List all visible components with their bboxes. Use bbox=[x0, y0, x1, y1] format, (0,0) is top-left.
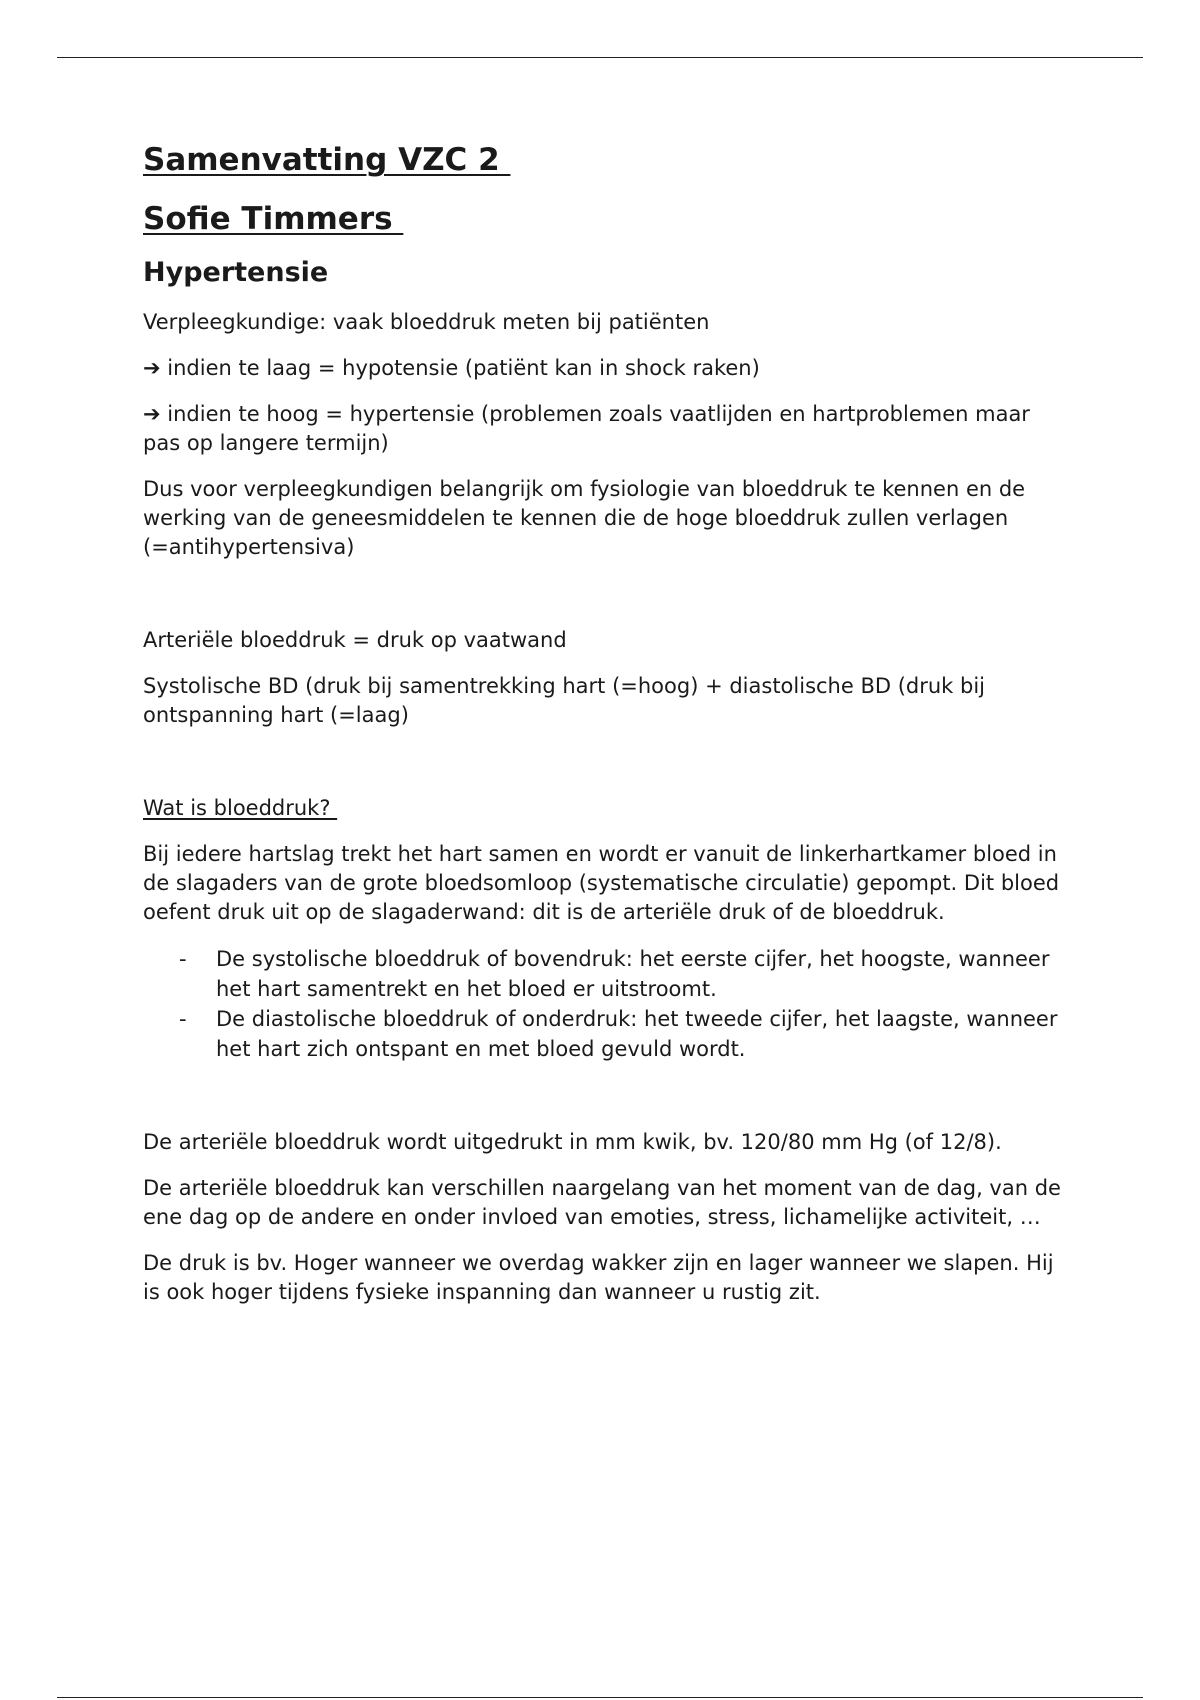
list-item bbox=[143, 944, 1063, 1004]
page-top-rule bbox=[57, 57, 1143, 58]
paragraph: ➔ indien te laag = hypotensie (patiënt kan in shock raken) bbox=[143, 356, 760, 380]
document-body bbox=[143, 138, 1063, 1307]
paragraph: Arteriële bloeddruk = druk op vaatwand bbox=[143, 628, 567, 652]
paragraph: De arteriële bloeddruk wordt uitgedrukt in mm kwik, bv. 120/80 mm Hg (of 12/8). bbox=[143, 1130, 1002, 1154]
paragraph: Dus voor verpleegkundigen belangrijk om fysiologie van bloeddruk te kennen en de werking van de geneesmiddelen te kennen die de hoge bloeddruk zullen verlagen (=antihypertensiva) bbox=[143, 477, 1026, 559]
list-item bbox=[143, 1004, 1063, 1064]
paragraph: ➔ indien te hoog = hypertensie (problemen zoals vaatlijden en hartproblemen maar pas op langere termijn) bbox=[143, 402, 1030, 455]
list-marker: - bbox=[179, 1007, 187, 1031]
list-marker: - bbox=[179, 947, 187, 971]
paragraph: De druk is bv. Hoger wanneer we overdag wakker zijn en lager wanneer we slapen. Hij is ook hoger tijdens fysieke inspanning dan wanneer u rustig zit. bbox=[143, 1251, 1054, 1304]
document-title: Samenvatting VZC 2 bbox=[143, 142, 511, 178]
list-item-text: De systolische bloeddruk of bovendruk: het eerste cijfer, het hoogste, wanneer het hart samentrekt en het bloed er uitstroomt. bbox=[216, 947, 1050, 1001]
section-heading-hypertensie: Hypertensie bbox=[143, 257, 329, 288]
document-author: Sofie Timmers bbox=[143, 201, 404, 237]
paragraph: Verpleegkundige: vaak bloeddruk meten bij patiënten bbox=[143, 310, 710, 334]
subheading-text: Wat is bloeddruk? bbox=[143, 796, 338, 820]
dash-list bbox=[143, 944, 1063, 1064]
list-item-text: De diastolische bloeddruk of onderdruk: het tweede cijfer, het laagste, wanneer het hart zich ontspant en met bloed gevuld wordt. bbox=[216, 1007, 1058, 1061]
paragraph: Bij iedere hartslag trekt het hart samen en wordt er vanuit de linkerhartkamer bloed in de slagaders van de grote bloedsomloop (systematische circulatie) gepompt. Dit bloed oefent druk uit op de slagaderwand: dit is de arteriële druk of de bloeddruk. bbox=[143, 842, 1060, 924]
paragraph: De arteriële bloeddruk kan verschillen naargelang van het moment van de dag, van de ene dag op de andere en onder invloed van emoties, stress, lichamelijke activiteit, … bbox=[143, 1176, 1061, 1229]
paragraph: Systolische BD (druk bij samentrekking hart (=hoog) + diastolische BD (druk bij ontspanning hart (=laag) bbox=[143, 674, 986, 727]
subheading bbox=[143, 794, 1063, 823]
page-bottom-rule bbox=[57, 1697, 1143, 1698]
